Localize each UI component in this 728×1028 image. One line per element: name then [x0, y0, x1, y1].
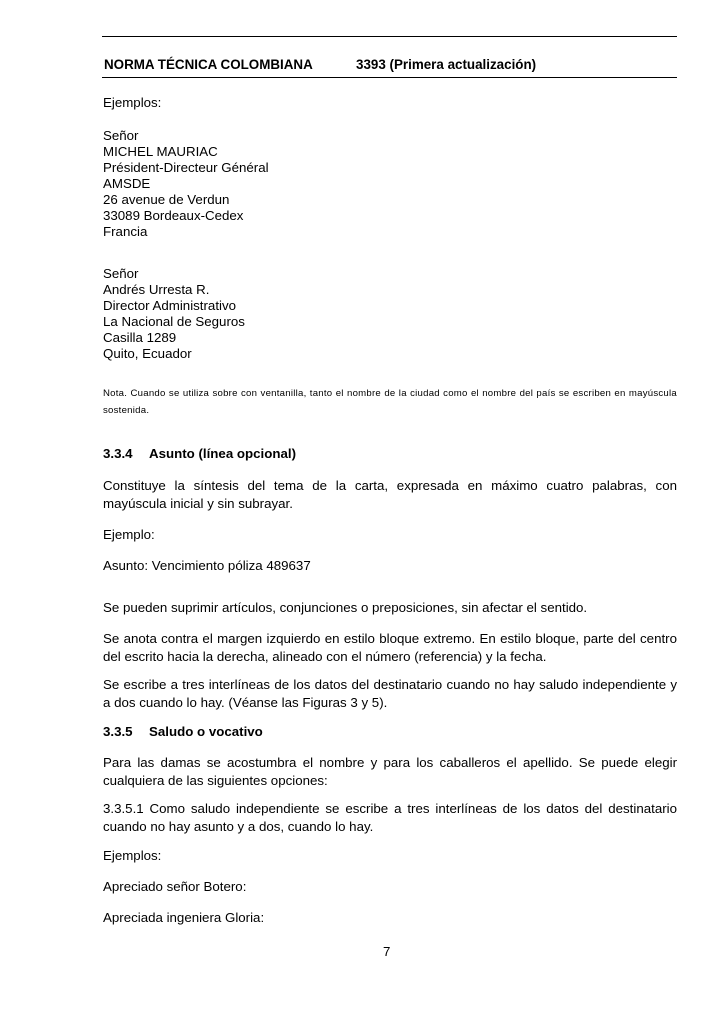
address-line: Casilla 1289 [103, 330, 177, 345]
paragraph: Para las damas se acostumbra el nombre y para los caballeros el apellido. Se puede elegir cualquiera de las siguientes opciones: [103, 755, 677, 788]
paragraph: Se escribe a tres interlíneas de los datos del destinatario cuando no hay saludo independiente y a dos cuando lo hay. (Véanse las Figuras 3 y 5). [103, 677, 677, 710]
examples-label: Ejemplos: [103, 95, 162, 110]
header-standard-number: 3393 (Primera actualización) [356, 57, 537, 72]
header-standard-name: NORMA TÉCNICA COLOMBIANA [104, 57, 313, 72]
paragraph: Constituye la síntesis del tema de la carta, expresada en máximo cuatro palabras, con mayúscula inicial y sin subrayar. [103, 478, 677, 511]
header-top-rule [102, 36, 677, 37]
paragraph: Se anota contra el margen izquierdo en estilo bloque extremo. En estilo bloque, parte del centro del escrito hacia la derecha, alineado con el número (referencia) y la fecha. [103, 631, 677, 664]
address-line: 26 avenue de Verdun [103, 192, 230, 207]
address-line: La Nacional de Seguros [103, 314, 245, 329]
header-bottom-rule [102, 77, 677, 78]
section-heading-3-3-4 [103, 446, 296, 461]
address-line: Président-Directeur Général [103, 160, 269, 175]
greeting-example: Apreciado señor Botero: [103, 879, 247, 894]
section-number: 3.3.4 [103, 446, 133, 461]
greeting-example: Apreciada ingeniera Gloria: [103, 910, 265, 925]
paragraph: Se pueden suprimir artículos, conjunciones o preposiciones, sin afectar el sentido. [103, 600, 588, 615]
section-heading-3-3-5 [103, 724, 263, 739]
address-line: Señor [103, 266, 139, 281]
section-title: Asunto (línea opcional) [149, 446, 297, 461]
address-line: Quito, Ecuador [103, 346, 192, 361]
address-line: Director Administrativo [103, 298, 237, 313]
examples-label: Ejemplos: [103, 848, 162, 863]
address-line: Andrés Urresta R. [103, 282, 210, 297]
address-line: Señor [103, 128, 139, 143]
address-line: 33089 Bordeaux-Cedex [103, 208, 244, 223]
page-number: 7 [383, 944, 391, 959]
paragraph: 3.3.5.1 Como saludo independiente se escribe a tres interlíneas de los datos del destinatario cuando no hay asunto y a dos, cuando lo hay. [103, 801, 677, 834]
asunto-example: Asunto: Vencimiento póliza 489637 [103, 558, 311, 573]
section-title: Saludo o vocativo [149, 724, 263, 739]
address-line: Francia [103, 224, 148, 239]
page-header [104, 57, 676, 72]
address-line: MICHEL MAURIAC [103, 144, 218, 159]
section-number: 3.3.5 [103, 724, 133, 739]
address-line: AMSDE [103, 176, 151, 191]
example-label: Ejemplo: [103, 527, 155, 542]
note: Nota. Cuando se utiliza sobre con ventanilla, tanto el nombre de la ciudad como el nombre del país se escriben en mayúscula sostenida. [103, 388, 677, 416]
